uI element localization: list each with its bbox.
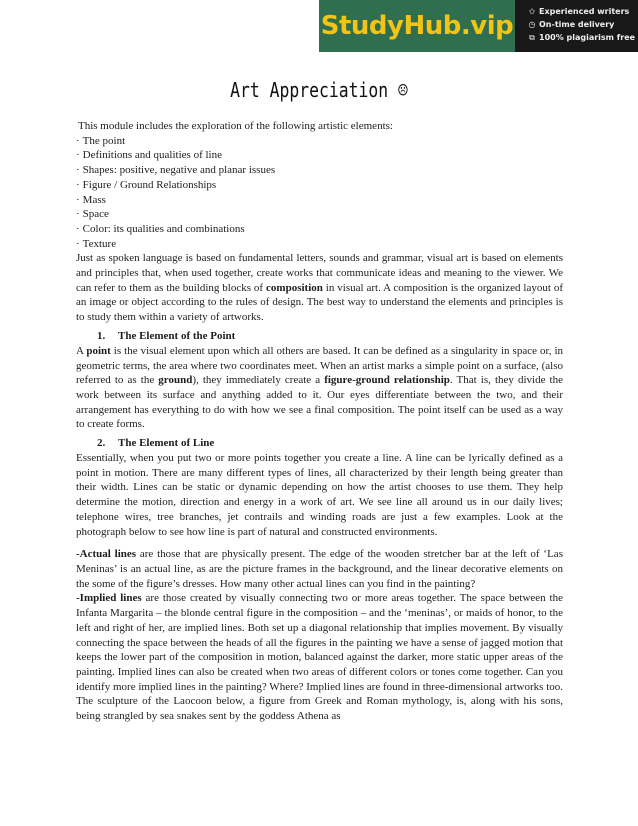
paragraph-line: Essentially, when you put two or more points together you create a line. A line can be lyrically defined as a point in motion. There are many different types of lines, all characterized by their length being greater than their width. Lines can be static or dynamic depending on how the artist chooses to use them. They help determine the motion, direction and energy in a work of art. We see line all around us in our daily lives; telephone wires, tree branches, jet contrails and winding roads are just a few examples. Look at the photograph below to see how line is part of natural and constructed environments. xyxy=(76,452,563,538)
list-item xyxy=(76,163,563,178)
text-run: Just as spoken language is based on fundamental letters, sounds and grammar, visual art is based on elements and principles that, when used together, create works that communicate ideas and meaning to the viewer. We can refer to them as the building blocks of xyxy=(76,252,563,294)
paragraph-building-blocks xyxy=(76,251,563,325)
term-actual-lines: -Actual lines xyxy=(76,548,137,561)
feature-plagiarism-free xyxy=(527,31,638,44)
feature-experienced-writers xyxy=(527,5,638,18)
term-ground: ground xyxy=(158,374,193,387)
paragraph-gap xyxy=(76,539,563,547)
bullet: · xyxy=(76,164,80,177)
feature-label: Experienced writers xyxy=(539,7,630,16)
list-item xyxy=(76,207,563,222)
feature-label: On-time delivery xyxy=(539,20,615,29)
list-item xyxy=(76,178,563,193)
bullet: · xyxy=(76,237,80,250)
text-run: in visual art. A composition is the organized layout of an image or object according to the rules of design. The best way to understand the elements and principles is to study them within a variety of artworks. xyxy=(76,281,563,324)
text-run: are those that are physically present. The edge of the wooden stretcher bar at the left of ‘Las Meninas’ is an actual line, as are the picture frames in the background, and the linear decorative elements on the some of the figure’s dresses. How many other actual lines can you find in the painting? xyxy=(76,548,563,590)
term-implied-lines: -Implied lines xyxy=(76,592,142,605)
studyhub-logo[interactable]: StudyHub.vip xyxy=(319,0,515,52)
list-item-label: The point xyxy=(82,134,126,147)
section-heading-text: The Element of the Point xyxy=(118,329,236,342)
text-run: A xyxy=(76,344,87,357)
copy-icon: ⧉ xyxy=(529,33,535,42)
bullet: · xyxy=(76,222,80,235)
list-item xyxy=(76,222,563,237)
section-number: 1. xyxy=(97,329,106,342)
clock-icon: ◷ xyxy=(528,20,536,29)
term-figure-ground: figure-ground relationship xyxy=(324,374,450,387)
term-point: point xyxy=(86,344,111,357)
list-item-label: Color: its qualities and combinations xyxy=(82,222,245,235)
text-run: . That is, they divide the work between its surface and anything added to it. Our eyes differentiate between the two, and their arrangement has everything to do with how we see a final composition. The point itself can be used as a way to create forms. xyxy=(76,374,563,431)
section-heading-point xyxy=(76,329,563,344)
list-item-label: Shapes: positive, negative and planar issues xyxy=(82,164,276,177)
section-heading-line xyxy=(76,436,563,451)
list-item-label: Definitions and qualities of line xyxy=(82,149,222,162)
paragraph-implied-lines xyxy=(76,591,563,723)
intro-text: This module includes the exploration of the following artistic elements: xyxy=(78,120,393,132)
list-item-label: Mass xyxy=(82,193,106,206)
bullet: · xyxy=(76,208,80,221)
banner-features xyxy=(515,0,638,52)
section-heading-text: The Element of Line xyxy=(118,437,215,450)
list-item xyxy=(76,148,563,163)
text-run: ), they immediately create a xyxy=(192,374,325,387)
list-item xyxy=(76,237,563,252)
paragraph-point xyxy=(76,344,563,432)
term-composition: composition xyxy=(266,281,323,294)
text-run: are those created by visually connecting two or more areas together. The space between the Infanta Margarita – the blonde central figure in the composition – and the ‘meninas’, or maids of honor, to the left and right of her, are implied lines. Both set up a diagonal relationship that implies movement. By visually connecting the space between the heads of all the figures in the painting we have a sense of jagged motion that keeps the lower part of the composition in motion, balanced against the darker, more static upper areas of the painting. Implied lines can also be created when two areas of different colors or tones come together. Can you identify more implied lines in the painting? Where? Implied lines are found in three-dimensional artworks too. The sculpture of the Laocoon below, a figure from Greek and Roman mythology, is, along with his sons, being strangled by sea snakes sent by the goddess Athena as xyxy=(76,592,563,723)
bullet: · xyxy=(76,149,80,162)
studyhub-banner[interactable] xyxy=(319,0,638,52)
text-run: is the visual element upon which all others are based. It can be defined as a singularity in space or, in geometric terms, the area where two coordinates meet. When an artist marks a simple point on a surface, (also referred to as the xyxy=(76,344,564,387)
feature-on-time-delivery xyxy=(527,18,638,31)
bullet: · xyxy=(76,193,80,206)
list-item-label: Figure / Ground Relationships xyxy=(82,178,217,191)
feature-label: 100% plagiarism free xyxy=(539,33,636,42)
list-item xyxy=(76,193,563,208)
list-item-label: Texture xyxy=(82,237,117,250)
paragraph-actual-lines xyxy=(76,547,563,591)
elements-list xyxy=(76,134,563,252)
section-number: 2. xyxy=(97,437,106,450)
bullet: · xyxy=(76,178,80,191)
star-icon: ✩ xyxy=(528,7,536,16)
document-title: Art Appreciation ☹ xyxy=(230,78,408,102)
bullet: · xyxy=(76,134,80,147)
list-item xyxy=(76,134,563,149)
list-item-label: Space xyxy=(82,208,109,221)
document-body xyxy=(76,119,563,724)
